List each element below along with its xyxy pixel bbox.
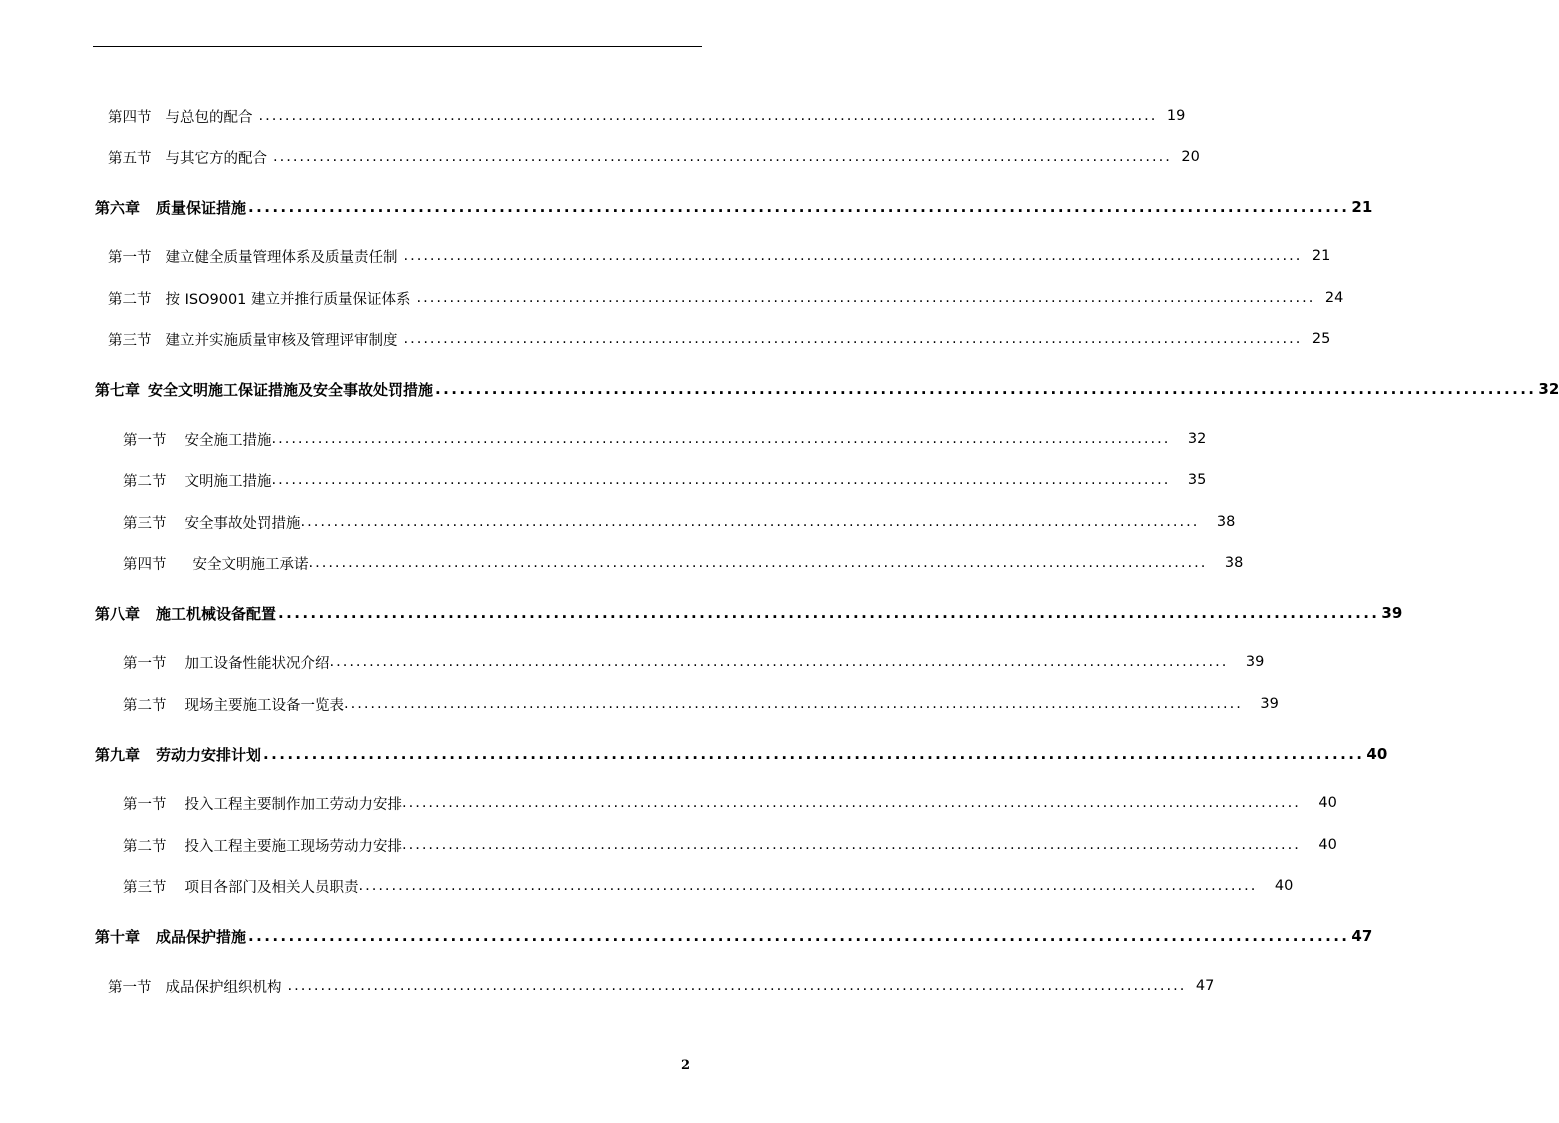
- toc-entry-label: 第三节 项目各部门及相关人员职责: [123, 879, 359, 896]
- toc-entry-label: 第一节 建立健全质量管理体系及质量责任制: [108, 249, 398, 266]
- toc-entry-label: 第九章 劳动力安排计划: [95, 745, 262, 764]
- toc-entry-label: 第五节 与其它方的配合: [108, 150, 267, 167]
- toc-entry-section[interactable]: [123, 428, 1207, 450]
- dot-leader: ........................................................................................................................................: [402, 795, 1301, 811]
- toc-page-number: 21: [1311, 248, 1331, 264]
- toc-entry-section[interactable]: [108, 245, 1331, 267]
- dot-leader: ........................................................................................................................................: [308, 555, 1208, 571]
- toc-page-number: 39: [1245, 654, 1265, 670]
- toc-page-number: 25: [1311, 331, 1331, 347]
- dot-leader: ........................................................................................................................................: [271, 431, 1171, 447]
- toc-entry-label: 第三节 安全事故处罚措施: [123, 515, 301, 532]
- toc-entry-section[interactable]: [108, 105, 1186, 127]
- toc-page-number: 39: [1260, 696, 1279, 712]
- toc-page-number: 40: [1366, 745, 1388, 763]
- dot-leader: ........................................................................................................................................: [287, 978, 1187, 994]
- dot-leader: ........................................................................................................................................: [329, 654, 1229, 670]
- toc-entry-section[interactable]: [123, 469, 1207, 491]
- dot-leader: ........................................................................................................................................: [403, 248, 1303, 264]
- toc-entry-label: 第一节 安全施工措施: [123, 432, 272, 449]
- dot-leader: ........................................................................................................................................: [300, 514, 1200, 530]
- toc-page-number: 24: [1324, 290, 1344, 306]
- toc-page-number: 47: [1195, 978, 1215, 994]
- toc-entry-chapter[interactable]: [95, 196, 1373, 218]
- dot-leader: ........................................................................................................................................: [258, 108, 1158, 124]
- toc-page-number: 19: [1166, 108, 1186, 124]
- toc-page-number: 47: [1351, 927, 1373, 945]
- toc-entry-section[interactable]: [123, 792, 1337, 814]
- header-rule: [93, 46, 702, 47]
- toc-entry-section[interactable]: [108, 146, 1200, 168]
- toc-entry-label: 第二节 文明施工措施: [123, 473, 272, 490]
- dot-leader: ........................................................................................................................................: [248, 198, 1350, 216]
- toc-page-number: 40: [1274, 878, 1294, 894]
- page-number: 2: [681, 1058, 691, 1073]
- toc-entry-label: 第三节 建立并实施质量审核及管理评审制度: [108, 332, 398, 349]
- dot-leader: ........................................................................................................................................: [435, 380, 1537, 398]
- toc-entry-section[interactable]: [123, 875, 1294, 897]
- toc-entry-label: 第七章 安全文明施工保证措施及安全事故处罚措施: [95, 380, 434, 399]
- dot-leader: ........................................................................................................................................: [263, 745, 1365, 763]
- toc-entry-label: 第六章 质量保证措施: [95, 198, 247, 217]
- dot-leader: ........................................................................................................................................: [416, 290, 1316, 306]
- toc-page-number: 32: [1187, 431, 1207, 447]
- toc-entry-label: 第八章 施工机械设备配置: [95, 604, 277, 623]
- toc-page-number: 20: [1181, 149, 1200, 165]
- toc-entry-label: 第十章 成品保护措施: [95, 927, 247, 946]
- toc-entry-label: 第一节 成品保护组织机构: [108, 979, 282, 996]
- toc-entry-label: 第一节 投入工程主要制作加工劳动力安排: [123, 796, 402, 813]
- toc-page-number: 38: [1224, 555, 1244, 571]
- toc-entry-section[interactable]: [108, 287, 1344, 309]
- dot-leader: ........................................................................................................................................: [402, 837, 1301, 853]
- toc-page-number: 40: [1318, 795, 1337, 811]
- toc-entry-chapter[interactable]: [95, 378, 1559, 400]
- toc-entry-section[interactable]: [123, 834, 1337, 856]
- toc-entry-chapter[interactable]: [95, 602, 1403, 624]
- toc-entry-section[interactable]: [123, 693, 1279, 715]
- toc-entry-chapter[interactable]: [95, 743, 1388, 765]
- toc-entry-section[interactable]: [123, 651, 1265, 673]
- toc-entry-label: 第二节 按 ISO9001 建立并推行质量保证体系: [108, 291, 411, 308]
- toc-entry-label: 第四节 与总包的配合: [108, 109, 253, 126]
- dot-leader: ........................................................................................................................................: [271, 472, 1171, 488]
- toc-page-number: 21: [1351, 198, 1373, 216]
- dot-leader: ........................................................................................................................................: [278, 604, 1380, 622]
- toc-entry-chapter[interactable]: [95, 925, 1373, 947]
- toc-entry-label: 第二节 现场主要施工设备一览表: [123, 697, 344, 714]
- toc-entry-section[interactable]: [108, 328, 1331, 350]
- toc-page-number: 39: [1381, 604, 1403, 622]
- toc-page-number: 32: [1538, 380, 1559, 398]
- dot-leader: ........................................................................................................................................: [273, 149, 1172, 165]
- toc-entry-section[interactable]: [123, 552, 1244, 574]
- toc-page-number: 38: [1216, 514, 1236, 530]
- toc-entry-label: 第二节 投入工程主要施工现场劳动力安排: [123, 838, 402, 855]
- toc-entry-section[interactable]: [123, 511, 1236, 533]
- toc-page-number: 40: [1318, 837, 1337, 853]
- toc-page-number: 35: [1187, 472, 1207, 488]
- dot-leader: ........................................................................................................................................: [403, 331, 1303, 347]
- toc-entry-label: 第四节 安全文明施工承诺: [123, 556, 309, 573]
- dot-leader: ........................................................................................................................................: [344, 696, 1243, 712]
- toc-entry-label: 第一节 加工设备性能状况介绍: [123, 655, 330, 672]
- toc-entry-section[interactable]: [108, 975, 1215, 997]
- dot-leader: ........................................................................................................................................: [248, 927, 1350, 945]
- dot-leader: ........................................................................................................................................: [358, 878, 1258, 894]
